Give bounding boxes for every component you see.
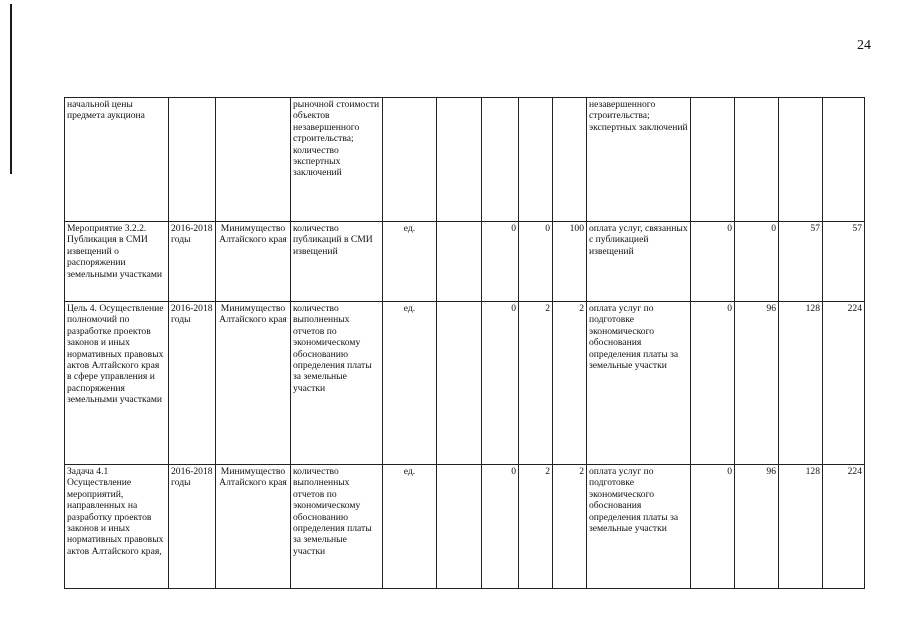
cell-value-2016 bbox=[482, 98, 519, 222]
table-row bbox=[65, 302, 865, 465]
cell-expense: оплата услуг, связанных с публикацией извещений bbox=[587, 222, 691, 302]
cell-period: 2016-2018 годы bbox=[169, 302, 216, 465]
cell-finance-2018: 128 bbox=[779, 302, 823, 465]
cell-value-2016: 0 bbox=[482, 302, 519, 465]
cell-finance-total: 224 bbox=[823, 465, 865, 589]
cell-finance-total bbox=[823, 98, 865, 222]
cell-executor: Минимущество Алтайского края bbox=[216, 302, 291, 465]
cell-indicator: количество публикаций в СМИ извещений bbox=[291, 222, 383, 302]
cell-name: Мероприятие 3.2.2. Публикация в СМИ извещений о распоряжении земельными участками bbox=[65, 222, 169, 302]
cell-value-base bbox=[437, 465, 482, 589]
program-table bbox=[64, 97, 865, 589]
cell-value-2017: 2 bbox=[519, 465, 553, 589]
page-number: 24 bbox=[857, 38, 871, 53]
cell-value-2017 bbox=[519, 98, 553, 222]
cell-executor: Минимущество Алтайского края bbox=[216, 222, 291, 302]
cell-executor: Минимущество Алтайского края bbox=[216, 465, 291, 589]
scan-edge-line bbox=[10, 4, 12, 174]
cell-value-2016: 0 bbox=[482, 222, 519, 302]
cell-value-2017: 2 bbox=[519, 302, 553, 465]
cell-indicator: количество выполненных отчетов по экономическому обоснованию определения платы за земельные участки bbox=[291, 465, 383, 589]
cell-value-base bbox=[437, 222, 482, 302]
cell-indicator: количество выполненных отчетов по экономическому обоснованию определения платы за земельные участки bbox=[291, 302, 383, 465]
cell-value-2018: 2 bbox=[553, 465, 587, 589]
cell-finance-2016: 0 bbox=[691, 465, 735, 589]
cell-finance-total: 57 bbox=[823, 222, 865, 302]
cell-value-2018: 2 bbox=[553, 302, 587, 465]
cell-executor bbox=[216, 98, 291, 222]
cell-finance-2018 bbox=[779, 98, 823, 222]
cell-value-2018: 100 bbox=[553, 222, 587, 302]
cell-finance-2016: 0 bbox=[691, 222, 735, 302]
cell-finance-2018: 57 bbox=[779, 222, 823, 302]
cell-finance-2017 bbox=[735, 98, 779, 222]
cell-expense: оплата услуг по подготовке экономического обоснования определения платы за земельные участки bbox=[587, 465, 691, 589]
cell-period: 2016-2018 годы bbox=[169, 465, 216, 589]
cell-finance-2016 bbox=[691, 98, 735, 222]
cell-value-2016: 0 bbox=[482, 465, 519, 589]
cell-value-2017: 0 bbox=[519, 222, 553, 302]
cell-finance-total: 224 bbox=[823, 302, 865, 465]
cell-name: Цель 4. Осуществление полномочий по разработке проектов законов и иных нормативных правовых актов Алтайского края в сфере управления и распоряжения земельными участками bbox=[65, 302, 169, 465]
cell-finance-2017: 0 bbox=[735, 222, 779, 302]
cell-expense: незавершенного строительства; экспертных заключений bbox=[587, 98, 691, 222]
cell-indicator: рыночной стоимости объектов незавершенного строительства; количество экспертных заключений bbox=[291, 98, 383, 222]
cell-period bbox=[169, 98, 216, 222]
cell-finance-2017: 96 bbox=[735, 302, 779, 465]
cell-unit: ед. bbox=[383, 302, 437, 465]
table-row bbox=[65, 222, 865, 302]
cell-unit: ед. bbox=[383, 222, 437, 302]
cell-expense: оплата услуг по подготовке экономического обоснования определения платы за земельные участки bbox=[587, 302, 691, 465]
cell-period: 2016-2018 годы bbox=[169, 222, 216, 302]
cell-name: начальной цены предмета аукциона bbox=[65, 98, 169, 222]
table-row bbox=[65, 98, 865, 222]
cell-value-base bbox=[437, 302, 482, 465]
cell-unit bbox=[383, 98, 437, 222]
cell-finance-2018: 128 bbox=[779, 465, 823, 589]
cell-finance-2016: 0 bbox=[691, 302, 735, 465]
cell-value-2018 bbox=[553, 98, 587, 222]
cell-unit: ед. bbox=[383, 465, 437, 589]
table-row bbox=[65, 465, 865, 589]
cell-value-base bbox=[437, 98, 482, 222]
cell-finance-2017: 96 bbox=[735, 465, 779, 589]
cell-name: Задача 4.1 Осуществление мероприятий, направленных на разработку проектов законов и иных нормативных правовых актов Алтайского края, bbox=[65, 465, 169, 589]
